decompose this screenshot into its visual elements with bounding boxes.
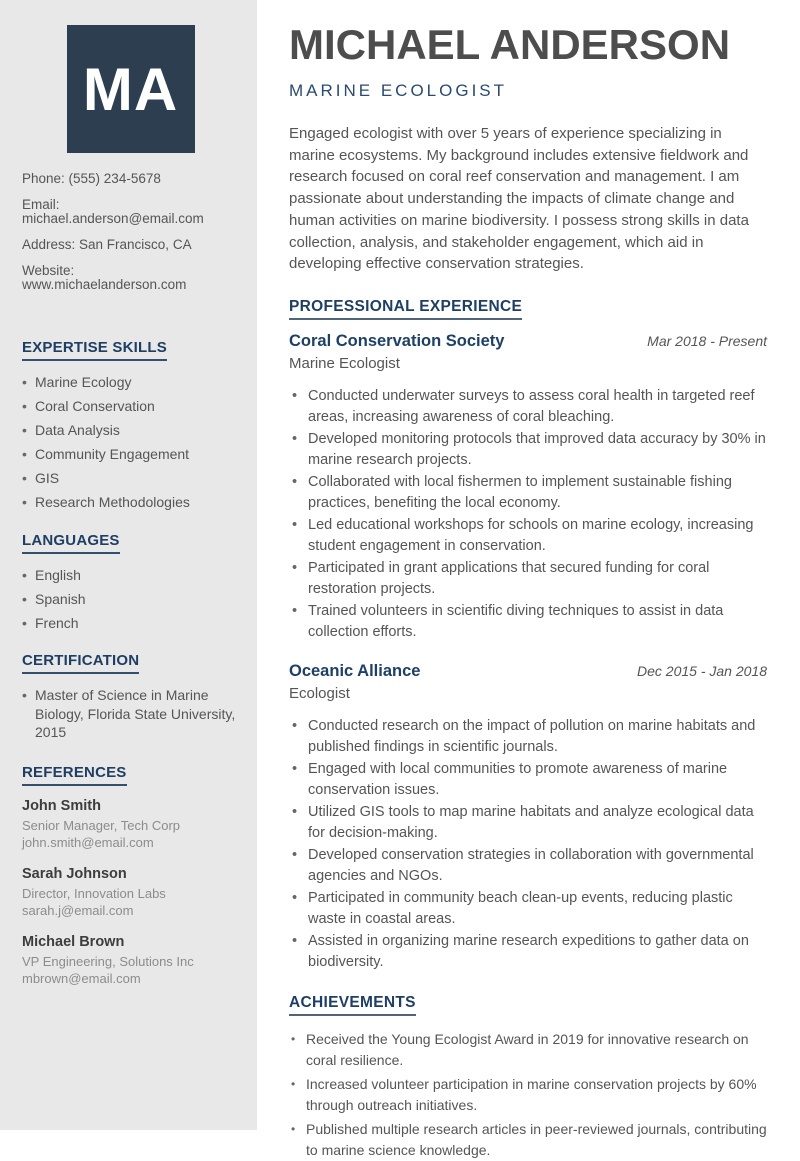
achievements-title: ACHIEVEMENTS	[289, 995, 416, 1016]
achievement-item: • Published multiple research articles in peer-reviewed journals, contributing to marine science knowledge.	[289, 1119, 767, 1161]
references-list	[22, 798, 239, 988]
reference-email: sarah.j@email.com	[22, 903, 134, 918]
job-bullet: • Participated in community beach clean-up events, reducing plastic waste in coastal areas.	[289, 888, 767, 930]
reference-entry	[22, 798, 239, 852]
expertise-skills-title: EXPERTISE SKILLS	[22, 340, 167, 361]
section-achievements	[289, 994, 767, 1161]
job-entry	[289, 331, 767, 643]
jobs-list	[289, 331, 767, 973]
monogram-avatar: MA	[67, 25, 195, 153]
job-bullet: • Engaged with local communities to promote awareness of marine conservation issues.	[289, 759, 767, 801]
achievement-item: • Received the Young Ecologist Award in 2019 for innovative research on coral resilience.	[289, 1029, 767, 1071]
skill-item: • Community Engagement	[22, 445, 239, 464]
job-bullet: • Collaborated with local fishermen to implement sustainable fishing practices, benefiting the local economy.	[289, 472, 767, 514]
professional-experience-title: PROFESSIONAL EXPERIENCE	[289, 299, 522, 320]
job-dates: Mar 2018 - Present	[647, 332, 767, 349]
language-item: • English	[22, 566, 239, 585]
reference-name: Michael Brown	[22, 933, 125, 950]
section-languages	[22, 532, 239, 633]
job-bullet: • Conducted research on the impact of pollution on marine habitats and published findings in scientific journals.	[289, 716, 767, 758]
job-bullets	[289, 386, 767, 643]
contact-list	[22, 172, 239, 292]
expertise-skills-list	[22, 373, 239, 512]
profile-summary: Engaged ecologist with over 5 years of experience specializing in marine ecosystems. My background includes extensive fieldwork and research focused on coral reef conservation and management. I am passionate about understanding the impacts of climate change and human activities on marine biodiversity. I possess strong skills in data collection, analysis, and stakeholder engagement, which aid in developing effective conservation strategies.	[289, 125, 749, 273]
languages-title: LANGUAGES	[22, 533, 120, 554]
job-header	[289, 661, 767, 681]
contact-line: Address: San Francisco, CA	[22, 237, 192, 252]
job-bullet: • Assisted in organizing marine research expeditions to gather data on biodiversity.	[289, 931, 767, 973]
skill-item: • Marine Ecology	[22, 373, 239, 392]
achievements-list	[289, 1029, 767, 1161]
job-bullet: • Led educational workshops for schools on marine ecology, increasing student engagement in conservation.	[289, 515, 767, 557]
reference-name: John Smith	[22, 797, 101, 814]
certification-item: • Master of Science in Marine Biology, Florida State University, 2015	[22, 686, 239, 742]
job-bullets	[289, 716, 767, 973]
job-header	[289, 331, 767, 351]
reference-entry	[22, 934, 239, 988]
job-company: Oceanic Alliance	[289, 661, 421, 680]
job-bullet: • Participated in grant applications that secured funding for coral restoration projects.	[289, 558, 767, 600]
reference-role: Director, Innovation Labs	[22, 885, 166, 901]
skill-item: • Coral Conservation	[22, 397, 239, 416]
skill-item: • GIS	[22, 469, 239, 488]
language-item: • Spanish	[22, 590, 239, 609]
section-references	[22, 764, 239, 988]
person-job-title: MARINE ECOLOGIST	[289, 81, 508, 100]
skill-item: • Data Analysis	[22, 421, 239, 440]
person-name: MICHAEL ANDERSON	[289, 21, 731, 68]
reference-name: Sarah Johnson	[22, 865, 127, 882]
achievement-item: • Increased volunteer participation in marine conservation projects by 60% through outreach initiatives.	[289, 1074, 767, 1116]
reference-email: mbrown@email.com	[22, 971, 141, 986]
job-bullet: • Conducted underwater surveys to assess coral health in targeted reef areas, increasing awareness of coral bleaching.	[289, 386, 767, 428]
reference-role: Senior Manager, Tech Corp	[22, 817, 181, 833]
job-bullet: • Developed conservation strategies in collaboration with governmental agencies and NGOs.	[289, 845, 767, 887]
references-title: REFERENCES	[22, 765, 127, 786]
job-bullet: • Developed monitoring protocols that improved data accuracy by 30% in marine research projects.	[289, 429, 767, 471]
main-column	[257, 0, 800, 1158]
certification-list	[22, 686, 239, 742]
contact-line: Email: michael.anderson@email.com	[22, 197, 204, 226]
job-role: Ecologist	[289, 684, 350, 702]
job-dates: Dec 2015 - Jan 2018	[637, 662, 767, 679]
reference-role: VP Engineering, Solutions Inc	[22, 953, 194, 969]
section-professional-experience	[289, 298, 767, 973]
language-item: • French	[22, 614, 239, 633]
reference-entry	[22, 866, 239, 920]
sidebar	[0, 0, 257, 1130]
job-entry	[289, 661, 767, 973]
job-bullet: • Utilized GIS tools to map marine habitats and analyze ecological data for decision-making.	[289, 802, 767, 844]
section-expertise-skills	[22, 339, 239, 512]
job-bullet: • Trained volunteers in scientific diving techniques to assist in data collection efforts.	[289, 601, 767, 643]
section-certification	[22, 652, 239, 742]
contact-line: Phone: (555) 234-5678	[22, 171, 161, 186]
certification-title: CERTIFICATION	[22, 653, 139, 674]
contact-line: Website: www.michaelanderson.com	[22, 263, 187, 292]
languages-list	[22, 566, 239, 633]
job-role: Marine Ecologist	[289, 354, 400, 372]
job-company: Coral Conservation Society	[289, 331, 505, 350]
skill-item: • Research Methodologies	[22, 493, 239, 512]
reference-email: john.smith@email.com	[22, 835, 154, 850]
